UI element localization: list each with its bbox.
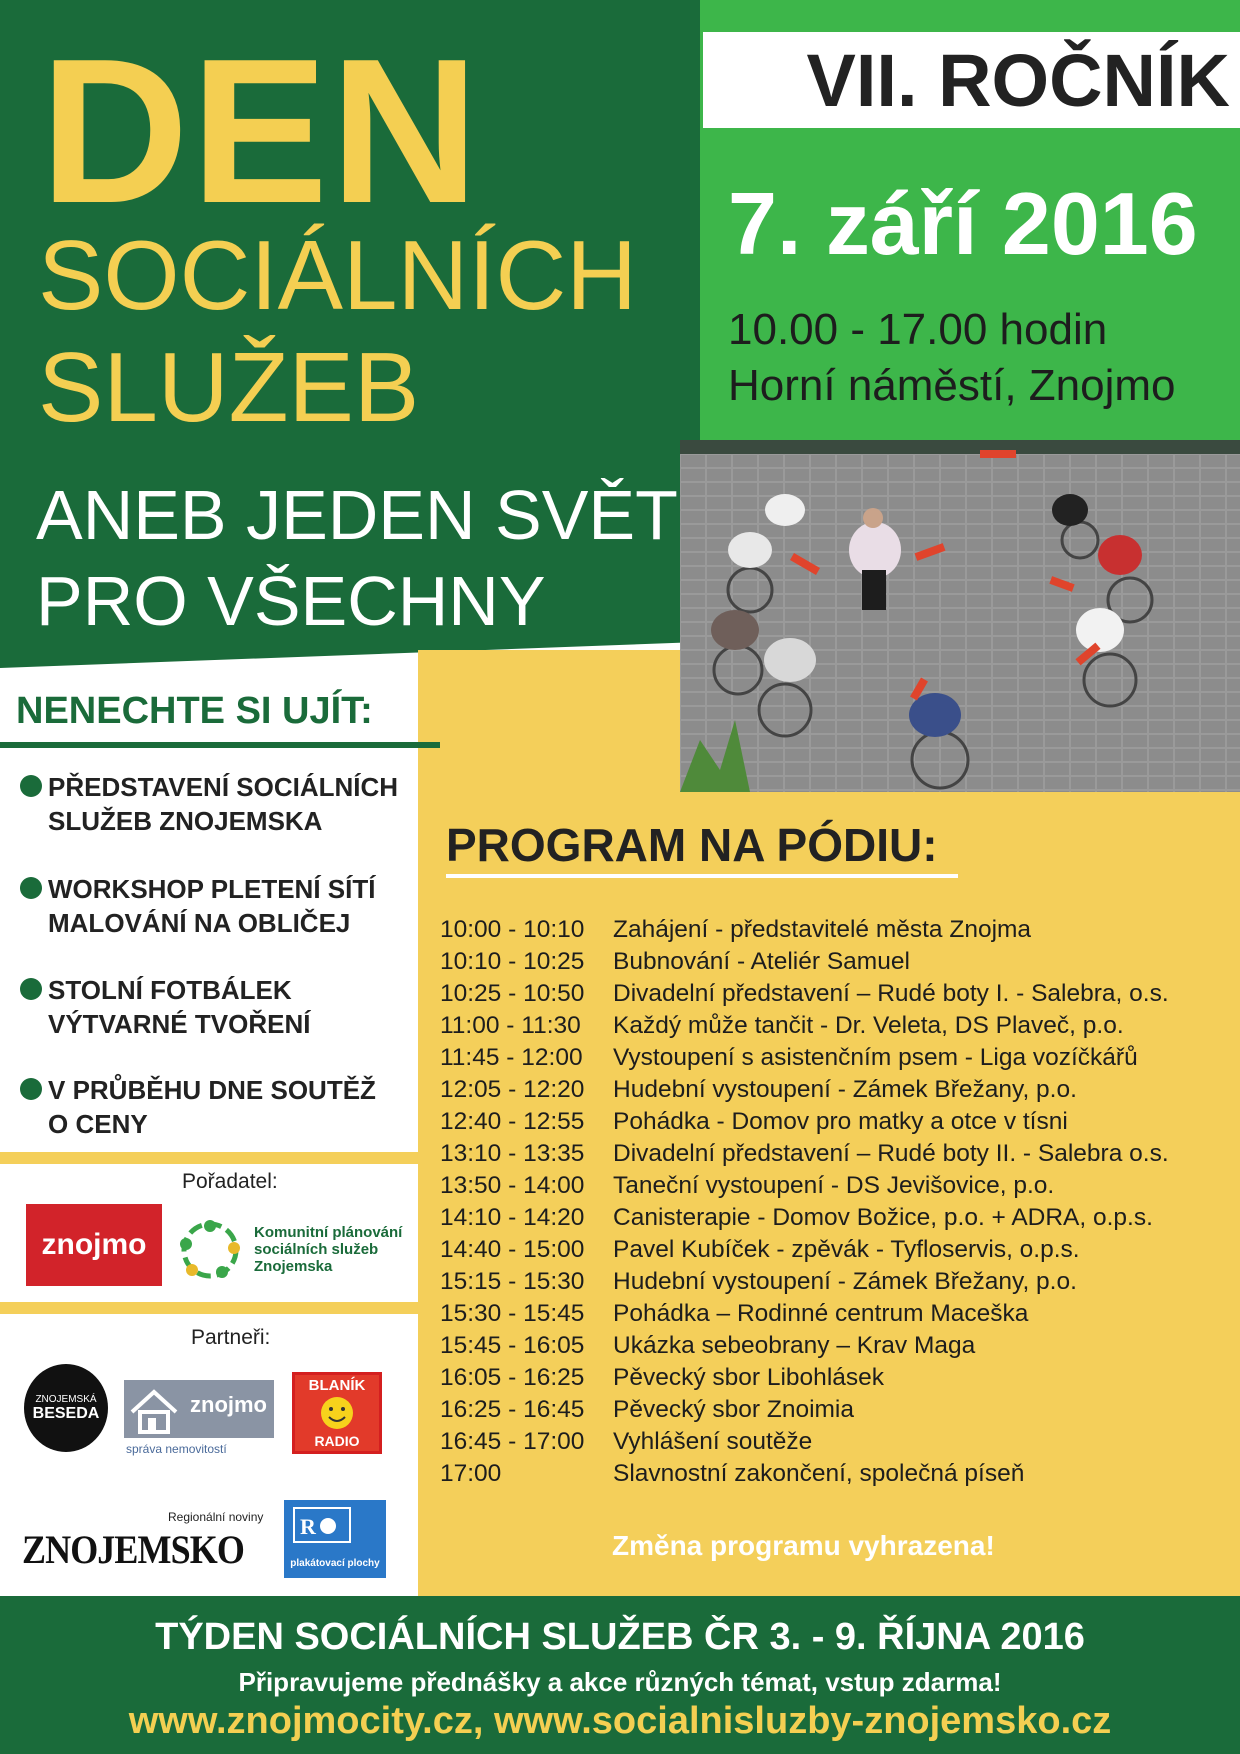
program-row	[440, 918, 1031, 943]
program-item: Taneční vystoupení - DS Jevišovice, p.o.	[613, 1172, 1055, 1199]
rengl-logo	[284, 1500, 386, 1578]
program-row	[440, 1206, 1153, 1231]
program-item: Vyhlášení soutěže	[613, 1428, 813, 1455]
subtitle-line-1: ANEB JEDEN SVĚT	[36, 476, 678, 554]
highlight-line: VÝTVARNÉ TVOŘENÍ	[48, 1009, 311, 1039]
rengl-mark-icon	[292, 1506, 352, 1546]
highlight-item	[20, 872, 375, 940]
program-time: 13:50 - 14:00	[440, 1172, 585, 1199]
divider-yellow	[0, 1152, 430, 1164]
event-place: Horní náměstí, Znojmo	[728, 361, 1176, 410]
program-row	[440, 1142, 1169, 1167]
highlight-line: O CENY	[48, 1109, 148, 1139]
footer-headline: TÝDEN SOCIÁLNÍCH SLUŽEB ČR 3. - 9. ŘÍJNA 2016	[155, 1616, 1085, 1658]
program-item: Divadelní představení – Rudé boty I. - Salebra, o.s.	[613, 980, 1169, 1007]
footer-websites: www.znojmocity.cz, www.socialnisluzby-znojemsko.cz	[128, 1700, 1112, 1742]
program-item: Ukázka sebeobrany – Krav Maga	[613, 1332, 976, 1359]
sprava-logo-brand: znojmo	[190, 1392, 267, 1417]
photo-illustration	[680, 440, 1240, 792]
znojmo-logo-text: znojmo	[41, 1228, 147, 1261]
program-item: Pěvecký sbor Libohlásek	[613, 1364, 885, 1391]
program-row	[440, 1078, 1077, 1103]
program-time: 16:05 - 16:25	[440, 1364, 585, 1391]
highlight-item	[20, 770, 398, 838]
bullet-icon	[20, 775, 42, 797]
highlight-item	[20, 973, 310, 1041]
sprava-nemovitosti-logo	[124, 1380, 274, 1438]
program-row	[440, 1174, 1054, 1199]
program-panel-corner	[418, 650, 718, 800]
program-item: Vystoupení s asistenčním psem - Liga vozíčkářů	[613, 1044, 1138, 1071]
program-row	[440, 950, 910, 975]
znojemsko-logo: ZNOJEMSKO	[22, 1527, 244, 1572]
house-icon	[126, 1382, 182, 1438]
program-time: 15:30 - 15:45	[440, 1300, 585, 1327]
organizer-label: Pořadatel:	[182, 1170, 278, 1193]
program-row	[440, 982, 1169, 1007]
program-heading-underline	[446, 874, 958, 878]
kps-logo-icon	[178, 1218, 242, 1282]
program-row	[440, 1430, 812, 1455]
program-time: 12:05 - 12:20	[440, 1076, 585, 1103]
program-time: 16:45 - 17:00	[440, 1428, 585, 1455]
blanik-logo-line: RADIO	[314, 1433, 360, 1449]
program-row	[440, 1110, 1068, 1135]
program-time: 10:25 - 10:50	[440, 980, 585, 1007]
program-item: Slavnostní zakončení, společná píseň	[613, 1460, 1025, 1487]
program-time: 15:15 - 15:30	[440, 1268, 585, 1295]
program-time: 10:00 - 10:10	[440, 916, 585, 943]
program-item: Canisterapie - Domov Božice, p.o. + ADRA, o.p.s.	[613, 1204, 1153, 1231]
event-date: 7. září 2016	[728, 174, 1198, 273]
program-time: 14:40 - 15:00	[440, 1236, 585, 1263]
program-time: 17:00	[440, 1460, 502, 1487]
title-line-sluzeb: SLUŽEB	[38, 332, 420, 442]
bullet-icon	[20, 1078, 42, 1100]
noviny-logo-caption: Regionální noviny	[168, 1510, 264, 1524]
program-row	[440, 1366, 884, 1391]
svg-text:R: R	[300, 1514, 316, 1539]
highlight-line: SLUŽEB ZNOJEMSKA	[48, 806, 323, 836]
znojmo-logo	[26, 1204, 162, 1286]
beseda-logo-line: ZNOJEMSKÁ	[35, 1393, 97, 1405]
event-time: 10.00 - 17.00 hodin	[728, 305, 1108, 354]
program-item: Zahájení - představitelé města Znojma	[613, 916, 1032, 943]
highlight-line: STOLNÍ FOTBÁLEK	[48, 975, 292, 1005]
program-row	[440, 1398, 854, 1423]
program-item: Každý může tančit - Dr. Veleta, DS Plaveč, p.o.	[613, 1012, 1124, 1039]
divider-yellow	[0, 1302, 430, 1314]
program-row	[440, 1270, 1077, 1295]
blanik-radio-logo	[292, 1372, 382, 1454]
program-item: Divadelní představení – Rudé boty II. - Salebra o.s.	[613, 1140, 1169, 1167]
program-row	[440, 1046, 1138, 1071]
program-item: Hudební vystoupení - Zámek Břežany, p.o.	[613, 1076, 1077, 1103]
highlight-item	[20, 1073, 376, 1141]
highlight-line: V PRŮBĚHU DNE SOUTĚŽ	[48, 1075, 376, 1105]
subtitle-line-2: PRO VŠECHNY	[36, 562, 546, 640]
program-item: Pěvecký sbor Znoimia	[613, 1396, 855, 1423]
kps-logo-line: sociálních služeb	[254, 1241, 379, 1258]
kps-logo-line: Komunitní plánování	[254, 1224, 403, 1241]
blanik-logo-line: BLANÍK	[308, 1377, 366, 1394]
program-row	[440, 1238, 1080, 1263]
program-note: Změna programu vyhrazena!	[612, 1530, 995, 1561]
program-item: Pavel Kubíček - zpěvák - Tyfloservis, o.p.s.	[613, 1236, 1080, 1263]
divider-green	[0, 742, 440, 748]
program-time: 12:40 - 12:55	[440, 1108, 585, 1135]
program-row	[440, 1014, 1124, 1039]
program-time: 13:10 - 13:35	[440, 1140, 585, 1167]
title-den: DEN	[40, 16, 481, 246]
sun-icon	[317, 1393, 357, 1433]
program-time: 11:00 - 11:30	[440, 1012, 581, 1039]
program-time: 10:10 - 10:25	[440, 948, 585, 975]
highlight-line: WORKSHOP PLETENÍ SÍTÍ	[48, 874, 376, 904]
program-item: Bubnování - Ateliér Samuel	[613, 948, 910, 975]
title-line-socialnich: SOCIÁLNÍCH	[38, 220, 638, 330]
program-row	[440, 1462, 1024, 1487]
event-photo	[680, 440, 1240, 792]
kps-logo-line: Znojemska	[254, 1258, 333, 1275]
sprava-logo-caption: správa nemovitostí	[126, 1442, 227, 1456]
partners-label: Partneři:	[191, 1326, 271, 1349]
program-time: 11:45 - 12:00	[440, 1044, 583, 1071]
program-row	[440, 1334, 975, 1359]
highlight-line: MALOVÁNÍ NA OBLIČEJ	[48, 908, 351, 938]
program-item: Pohádka - Domov pro matky a otce v tísni	[613, 1108, 1068, 1135]
program-item: Pohádka – Rodinné centrum Maceška	[613, 1300, 1029, 1327]
program-heading: PROGRAM NA PÓDIU:	[446, 819, 938, 871]
footer-subline: Připravujeme přednášky a akce různých témat, vstup zdarma!	[238, 1667, 1002, 1697]
rengl-logo-caption: plakátovací plochy	[290, 1558, 380, 1569]
bullet-icon	[20, 877, 42, 899]
kps-logo-text	[254, 1224, 402, 1275]
program-time: 15:45 - 16:05	[440, 1332, 585, 1359]
program-item: Hudební vystoupení - Zámek Břežany, p.o.	[613, 1268, 1077, 1295]
program-row	[440, 1302, 1028, 1327]
bullet-icon	[20, 978, 42, 1000]
program-time: 16:25 - 16:45	[440, 1396, 585, 1423]
beseda-logo	[24, 1364, 108, 1452]
highlight-line: PŘEDSTAVENÍ SOCIÁLNÍCH	[48, 772, 399, 802]
beseda-logo-line: BESEDA	[32, 1404, 100, 1422]
highlights-heading: NENECHTE SI UJÍT:	[16, 690, 373, 732]
program-time: 14:10 - 14:20	[440, 1204, 585, 1231]
edition-label: VII. ROČNÍK	[806, 39, 1230, 122]
